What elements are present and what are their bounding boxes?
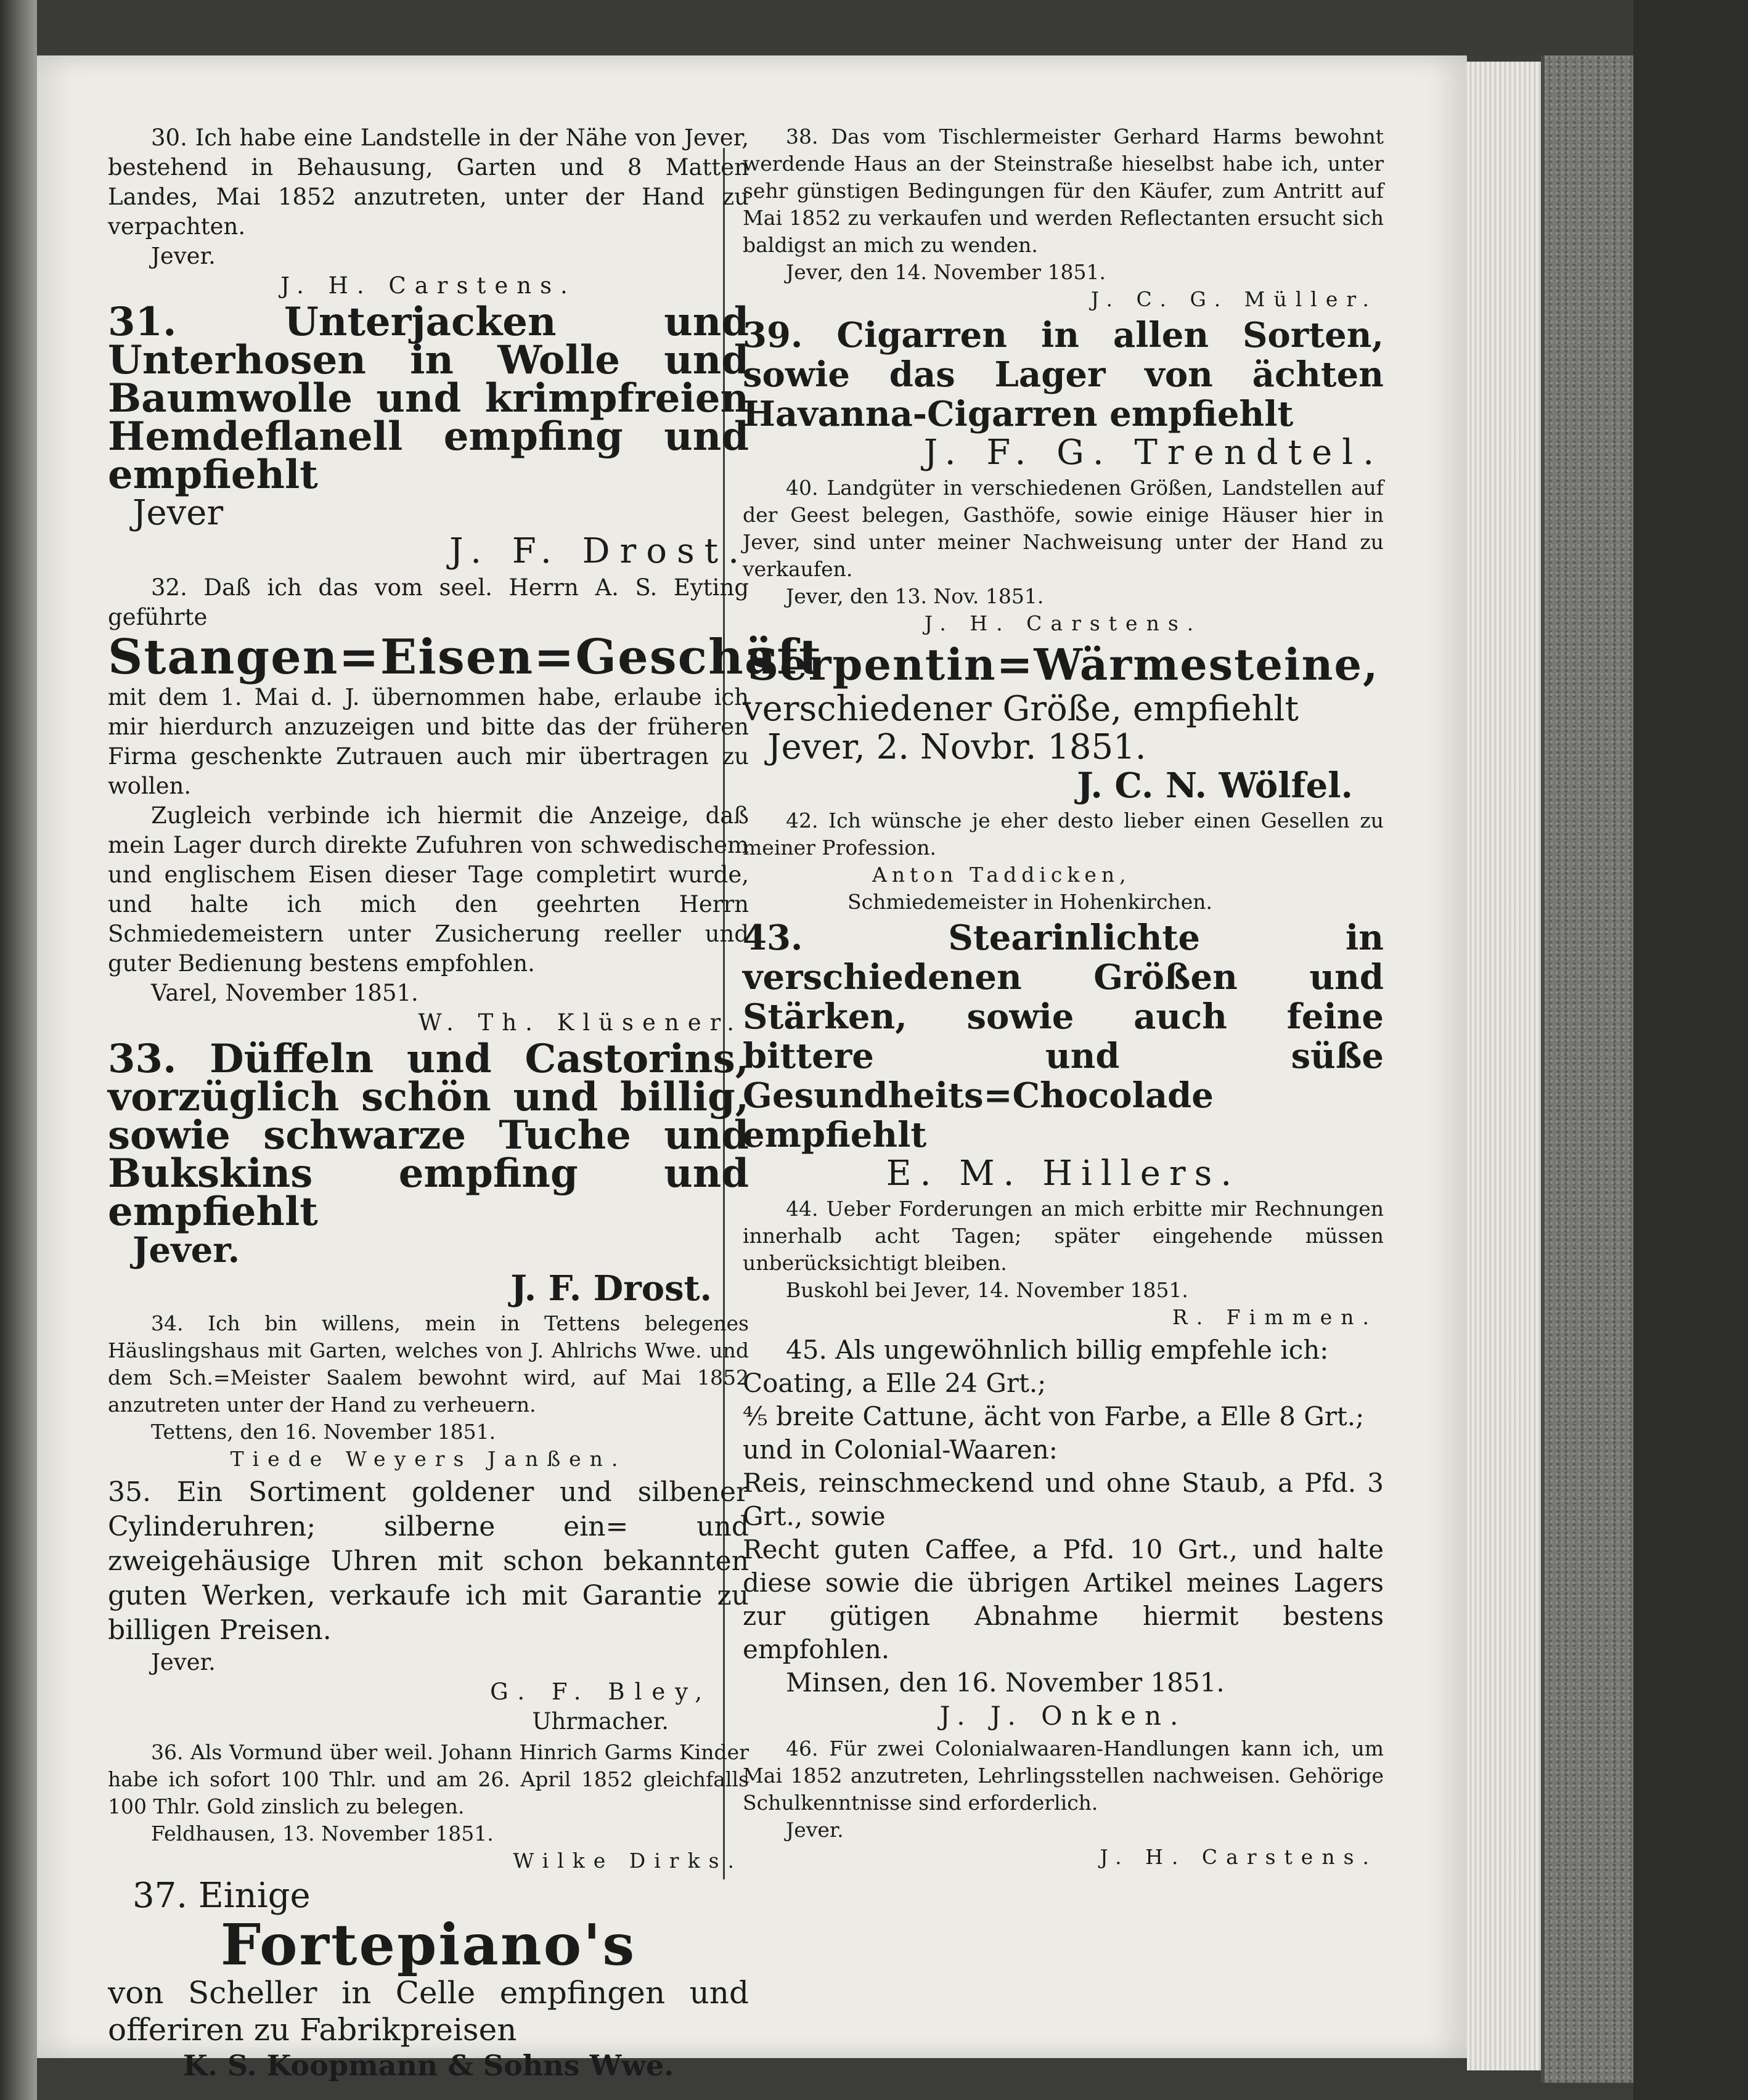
book-cover-edge [1541, 55, 1637, 2083]
ad-place: Jever, den 13. Nov. 1851. [786, 584, 1044, 608]
ad-36 [108, 1739, 749, 1874]
ad-place: Jever. [786, 1818, 844, 1842]
ad-32 [108, 573, 823, 1038]
ad-signature: J. F. Drost. [510, 1268, 712, 1309]
ad-place: Jever [133, 493, 224, 533]
ad-41 [743, 640, 1384, 805]
scan-background-top [37, 0, 1633, 55]
ad-headline: Serpentin=Wärmesteine, [747, 639, 1379, 690]
ad-40 [743, 474, 1384, 637]
ad-line-coating: Coating, a Elle 24 Grt.; [743, 1368, 1047, 1398]
ad-text: 43. Stearinlichte in verschiedenen Größen und Stärken, sowie auch feine bittere und süße Gesundheits=Chocolade empfiehlt [743, 918, 1384, 1155]
ad-text: von Scheller in Celle empfingen und offeriren zu Fabrikpreisen [108, 1975, 749, 2048]
ad-31 [108, 299, 749, 571]
ad-signature: G. F. Bley, [490, 1679, 712, 1705]
ad-headline: Fortepiano's [220, 1911, 637, 1978]
ad-text: 44. Ueber Forderungen an mich erbitte mir Rechnungen innerhalb acht Tagen; später eingehende müssen unberücksichtigt bleiben. [743, 1197, 1384, 1275]
ad-signature: J. H. Carstens. [280, 272, 576, 299]
ad-text-2: Zugleich verbinde ich hiermit die Anzeige, daß mein Lager durch direkte Zufuhren von schwedischem und englischem Eisen dieser Tage completirt wurde, und halte ich mich den geehrten Herrn Schmiedemeistern unter Zusicherung reeller und guter Bedienung bestens empfohlen. [108, 802, 749, 977]
ad-text: 46. Für zwei Colonialwaaren-Handlungen kann ich, um Mai 1852 anzutreten, Lehrlingsstellen nachweisen. Gehörige Schulkenntnisse sind erforderlich. [743, 1736, 1384, 1815]
ad-place: Jever, den 14. November 1851. [786, 260, 1106, 284]
ad-signature: Tiede Weyers Janßen. [230, 1447, 627, 1471]
ad-signature: J. H. Carstens. [1100, 1845, 1378, 1869]
ad-45 [743, 1333, 1384, 1733]
ad-39 [743, 315, 1384, 472]
ad-place: Jever. [151, 243, 216, 269]
ad-43 [743, 918, 1384, 1193]
ad-intro: 45. Als ungewöhnlich billig empfehle ich: [786, 1335, 1329, 1365]
ad-signature: J. C. G. Müller. [1090, 287, 1378, 311]
scan-background-right [1633, 0, 1748, 2100]
ad-46 [743, 1735, 1384, 1871]
ad-signature: Anton Taddicken, [872, 863, 1131, 887]
ad-place: Jever, 2. Novbr. 1851. [767, 727, 1146, 767]
ad-line-caffee: Recht guten Caffee, a Pfd. 10 Grt., und halte diese sowie die übrigen Artikel meines Lagers zur gütigen Abnahme hiermit bestens empfohlen. [743, 1534, 1384, 1664]
ad-signature: W. Th. Klüsener. [418, 1009, 743, 1036]
ad-line-reis: Reis, reinschmeckend und ohne Staub, a Pfd. 3 Grt., sowie [743, 1468, 1384, 1531]
ad-place: Feldhausen, 13. November 1851. [151, 1821, 494, 1846]
ad-text: 40. Landgüter in verschiedenen Größen, Landstellen auf der Geest belegen, Gasthöfe, sowie einige Häuser hier in Jever, sind unter meiner Nachweisung unter der Hand zu verkaufen. [743, 476, 1384, 581]
ad-signature: J. C. N. Wölfel. [1077, 765, 1353, 806]
ad-text: 33. Düffeln und Castorins, vorzüglich schön und billig, sowie schwarze Tuche und Bukskins empfing und empfiehlt [108, 1036, 749, 1235]
ad-line-cattune: ⅘ breite Cattune, ächt von Farbe, a Elle 8 Grt.; [743, 1401, 1365, 1431]
right-column [743, 123, 1384, 1873]
ad-signature: J. F. G. Trendtel. [923, 433, 1384, 473]
ad-text: mit dem 1. Mai d. J. übernommen habe, erlaube ich mir hierdurch anzuzeigen und bitte das der früheren Firma geschenkte Zutrauen auch mir übertragen zu wollen. [108, 684, 749, 799]
ad-33 [108, 1036, 749, 1309]
left-column [108, 123, 823, 2085]
ad-intro: 32. Daß ich das vom seel. Herrn A. S. Eyting geführte [108, 574, 749, 630]
ad-text: 35. Ein Sortiment goldener und silbener Cylinderuhren; silberne ein= und zweigehäusige Uhren mit schon bekannten guten Werken, verkaufe ich mit Garantie zu billigen Preisen. [108, 1476, 749, 1646]
ad-42 [743, 807, 1384, 916]
ad-signature: E. M. Hillers. [886, 1154, 1241, 1194]
ad-text: 42. Ich wünsche je eher desto lieber einen Gesellen zu meiner Profession. [743, 808, 1384, 860]
ad-signature-title: Uhrmacher. [532, 1708, 669, 1735]
ad-intro: 37. Einige [133, 1876, 311, 1916]
ad-signature: J. H. Carstens. [924, 611, 1203, 635]
ad-signature: J. F. Drost. [449, 531, 749, 571]
ad-37 [108, 1877, 749, 2083]
ad-text: 39. Cigarren in allen Sorten, sowie das Lager von ächten Havanna-Cigarren empfiehlt [743, 315, 1384, 434]
ad-text: 38. Das vom Tischlermeister Gerhard Harms bewohnt werdende Haus an der Steinstraße hieselbst habe ich, unter sehr günstigen Bedingungen für den Käufer, zum Antritt auf Mai 1852 zu verkaufen und werden Reflectanten ersucht sich baldigst an mich zu wenden. [743, 124, 1384, 257]
ad-line-colonial: und in Colonial-Waaren: [743, 1435, 1058, 1465]
book-gutter-left [0, 0, 37, 2100]
ad-text: verschiedener Größe, empfiehlt [743, 689, 1299, 729]
ad-text: 36. Als Vormund über weil. Johann Hinrich Garms Kinder habe ich sofort 100 Thlr. und am 26. April 1852 gleichfalls 100 Thlr. Gold zinslich zu belegen. [108, 1740, 749, 1818]
ad-signature: R. Fimmen. [1172, 1305, 1378, 1329]
ad-38 [743, 123, 1384, 313]
ad-signature: J. J. Onken. [939, 1701, 1187, 1731]
ad-place: Jever. [151, 1649, 216, 1675]
ad-place: Jever. [133, 1230, 240, 1271]
page-edges [1467, 62, 1549, 2070]
ad-30 [108, 123, 749, 301]
ad-text: 30. Ich habe eine Landstelle in der Nähe von Jever, bestehend in Behausung, Garten und 8 Matten Landes, Mai 1852 anzutreten, unter der Hand zu verpachten. [108, 124, 749, 240]
ad-place: Minsen, den 16. November 1851. [786, 1667, 1225, 1698]
ad-35 [108, 1475, 749, 1736]
ad-34 [108, 1310, 749, 1473]
ad-signature: K. S. Koopmann & Sohns Wwe. [182, 2049, 674, 2082]
ad-headline: Stangen=Eisen=Geschäft [108, 629, 823, 685]
ad-place: Varel, November 1851. [151, 980, 419, 1006]
ad-place: Tettens, den 16. November 1851. [151, 1420, 496, 1444]
ad-signature: Wilke Dirks. [513, 1849, 743, 1873]
ad-text: 34. Ich bin willens, mein in Tettens belegenes Häuslingshaus mit Garten, welches von J. Ahlrichs Wwe. und dem Sch.=Meister Saalem bewohnt wird, auf Mai 1852 anzutreten unter der Hand zu verheuern. [108, 1311, 749, 1417]
ad-signature-title: Schmiedemeister in Hohenkirchen. [847, 890, 1213, 914]
ad-place: Buskohl bei Jever, 14. November 1851. [786, 1278, 1188, 1302]
ad-text: 31. Unterjacken und Unterhosen in Wolle und Baumwolle und krimpfreien Hemdeflanell empfing und empfiehlt [108, 299, 749, 498]
ad-44 [743, 1195, 1384, 1331]
